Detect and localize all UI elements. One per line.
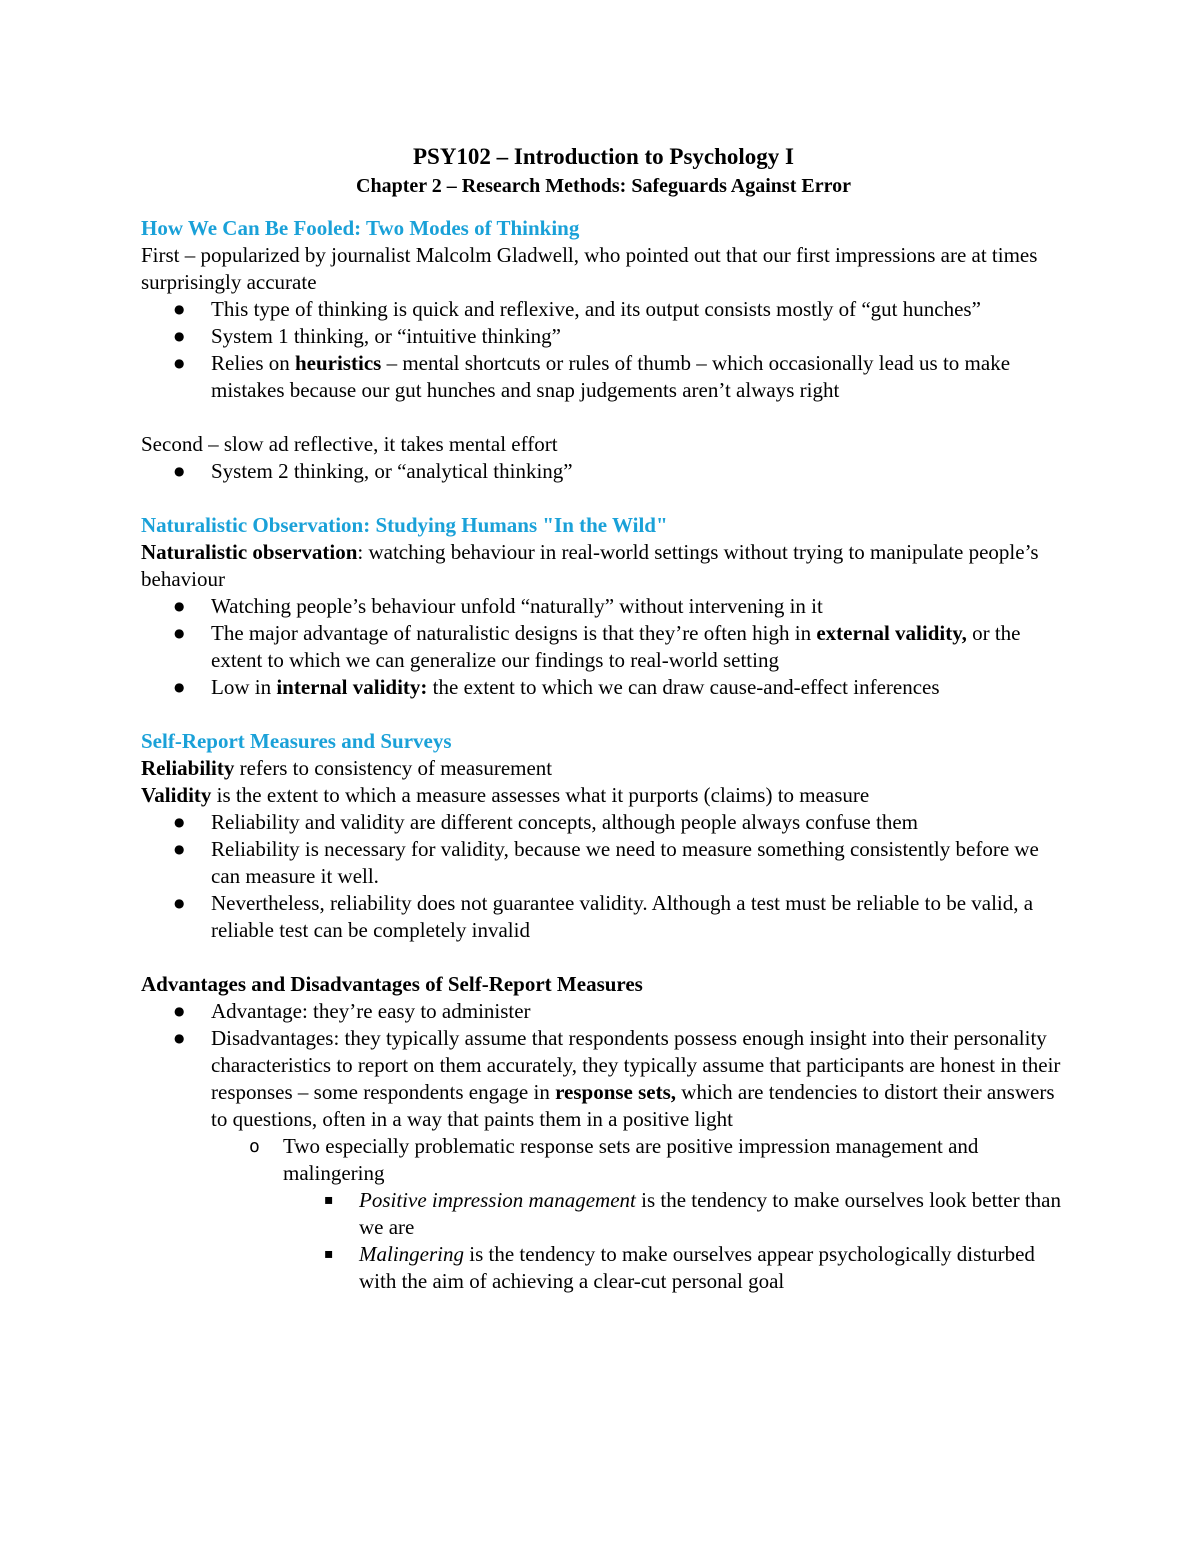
term-heuristics: heuristics bbox=[295, 351, 382, 375]
paragraph-validity: Validity is the extent to which a measure assesses what it purports (claims) to measure bbox=[141, 783, 870, 807]
term-internal-validity: internal validity: bbox=[276, 675, 428, 699]
list-item: ● Nevertheless, reliability does not guarantee validity. Although a test must be reliable to be valid, a reliable test can be completely invalid bbox=[141, 890, 1066, 944]
section-heading-naturalistic: Naturalistic Observation: Studying Humans "In the Wild" bbox=[141, 513, 668, 537]
list-item: ● System 2 thinking, or “analytical thinking” bbox=[141, 458, 1066, 485]
list-item: ● Reliability is necessary for validity, because we need to measure something consistently before we can measure it well. bbox=[141, 836, 1066, 890]
list-item: ● Advantage: they’re easy to administer bbox=[141, 998, 1066, 1025]
list-item: ● Reliability and validity are different concepts, although people always confuse them bbox=[141, 809, 1066, 836]
term-reliability: Reliability bbox=[141, 756, 235, 780]
term-positive-impression-management: Positive impression management bbox=[359, 1188, 636, 1212]
paragraph-naturalistic-definition: Naturalistic observation: watching behaviour in real-world settings without trying to manipulate people’s behaviour bbox=[141, 540, 1039, 591]
document-body bbox=[141, 142, 1066, 1295]
document-subtitle: Chapter 2 – Research Methods: Safeguards Against Error bbox=[356, 175, 851, 197]
term-external-validity: external validity, bbox=[816, 621, 967, 645]
paragraph-first-mode: First – popularized by journalist Malcolm Gladwell, who pointed out that our first impressions are at times surprisingly accurate bbox=[141, 243, 1038, 294]
list-item: ● Watching people’s behaviour unfold “naturally” without intervening in it bbox=[141, 593, 1066, 620]
bullet-list-first-mode bbox=[141, 296, 1066, 404]
list-item: ● This type of thinking is quick and reflexive, and its output consists mostly of “gut hunches” bbox=[141, 296, 1066, 323]
sub-sub-list-item-malingering: ▪ Malingering is the tendency to make ourselves appear psychologically disturbed with the aim of achieving a clear-cut personal goal bbox=[141, 1241, 1066, 1295]
list-item: ● Relies on heuristics – mental shortcuts or rules of thumb – which occasionally lead us to make mistakes because our gut hunches and snap judgements aren’t always right bbox=[141, 350, 1066, 404]
list-item: ● Disadvantages: they typically assume that respondents possess enough insight into their personality characteristics to report on them accurately, they typically assume that participants are honest in their responses – some respondents engage in response sets, which are tendencies to distort their answers to questions, often in a way that paints them in a positive light bbox=[141, 1025, 1066, 1133]
bullet-list-reliability-validity bbox=[141, 809, 1066, 944]
bullet-list-naturalistic bbox=[141, 593, 1066, 701]
sub-list-item-response-sets: o Two especially problematic response sets are positive impression management and malingering bbox=[141, 1133, 1066, 1187]
list-item: ● Low in internal validity: the extent to which we can draw cause-and-effect inferences bbox=[141, 674, 1066, 701]
section-heading-self-report: Self-Report Measures and Surveys bbox=[141, 729, 452, 753]
document-title: PSY102 – Introduction to Psychology I bbox=[412, 144, 795, 169]
term-naturalistic-observation: Naturalistic observation bbox=[141, 540, 358, 564]
term-malingering: Malingering bbox=[359, 1242, 464, 1266]
list-item: ● System 1 thinking, or “intuitive thinking” bbox=[141, 323, 1066, 350]
section-heading-two-modes: How We Can Be Fooled: Two Modes of Thinking bbox=[141, 216, 580, 240]
bullet-list-second-mode bbox=[141, 458, 1066, 485]
term-response-sets: response sets, bbox=[555, 1080, 677, 1104]
list-item: ● The major advantage of naturalistic designs is that they’re often high in external validity, or the extent to which we can generalize our findings to real-world setting bbox=[141, 620, 1066, 674]
bullet-list-advantages bbox=[141, 998, 1066, 1133]
sub-sub-list-item-impression-management: ▪ Positive impression management is the tendency to make ourselves look better than we are bbox=[141, 1187, 1066, 1241]
paragraph-reliability: Reliability refers to consistency of measurement bbox=[141, 756, 553, 780]
section-heading-advantages: Advantages and Disadvantages of Self-Report Measures bbox=[141, 972, 643, 996]
term-validity: Validity bbox=[141, 783, 212, 807]
paragraph-second-mode: Second – slow ad reflective, it takes mental effort bbox=[141, 432, 558, 456]
